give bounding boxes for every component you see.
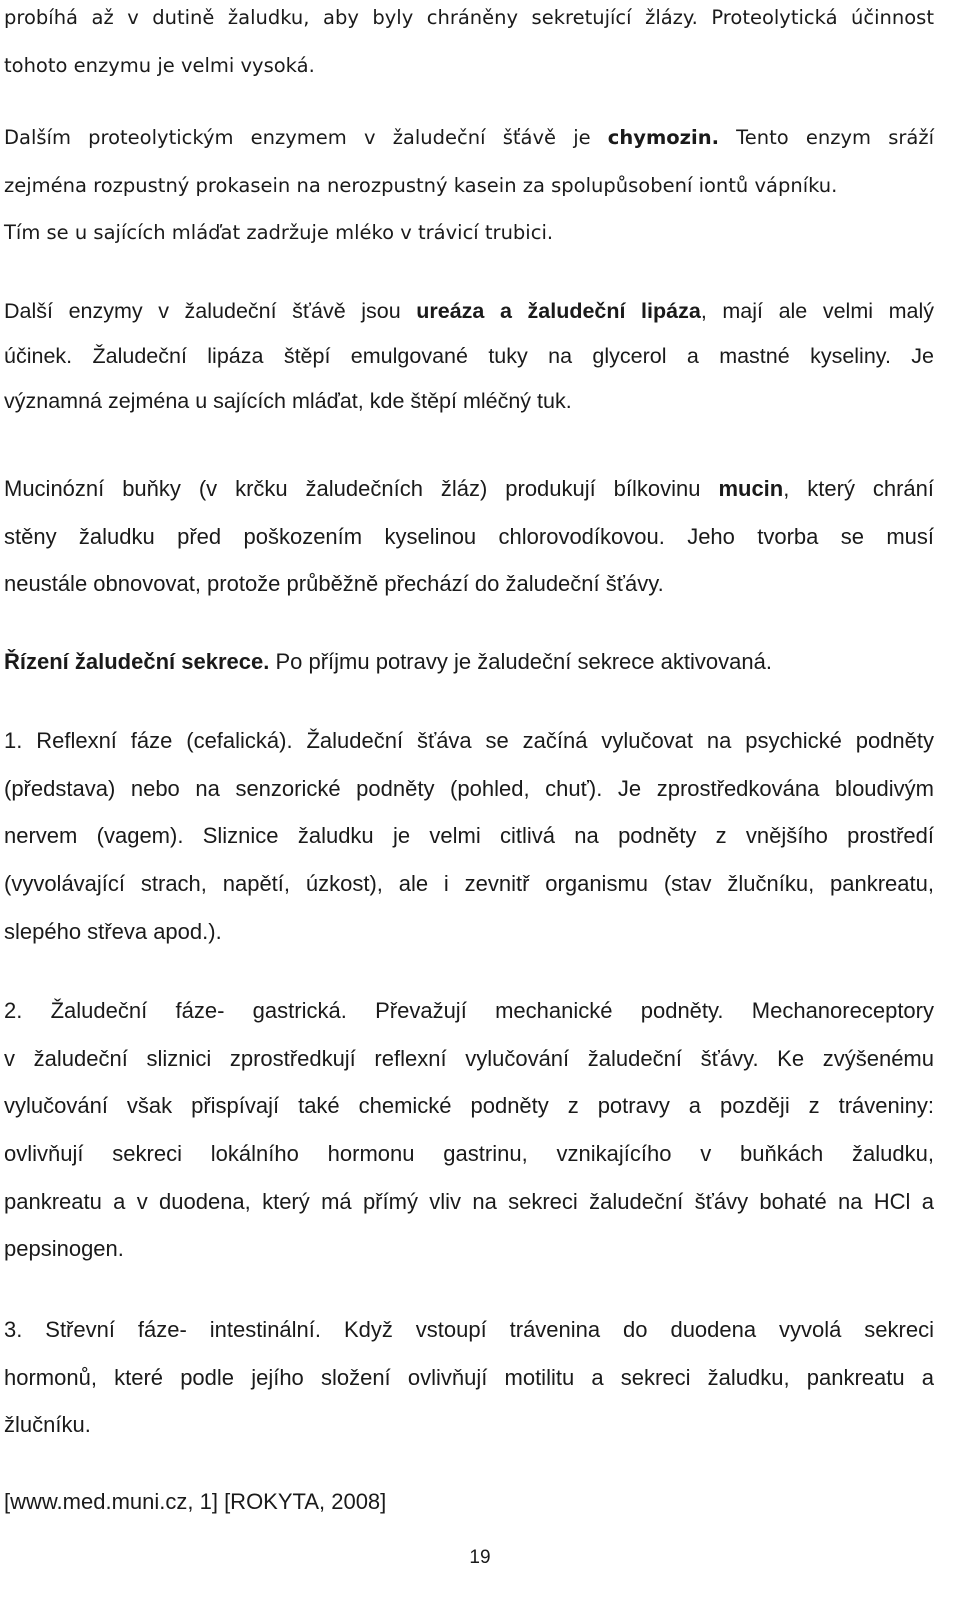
text-line: Další enzymy v žaludeční šťávě jsou ureáza a žaludeční lipáza, mají ale velmi malý bbox=[4, 299, 934, 323]
citation bbox=[4, 1478, 934, 1526]
paragraph-rizeni-sekrece bbox=[4, 638, 934, 686]
text-line: slepého střeva apod.). bbox=[4, 918, 222, 944]
heading-rizeni-sekrece: Řízení žaludeční sekrece. bbox=[4, 649, 270, 674]
text-line: účinek. Žaludeční lipáza štěpí emulgované tuky na glycerol a mastné kyseliny. Je bbox=[4, 344, 934, 368]
text-line: Dalším proteolytickým enzymem v žaludeční šťávě je chymozin. Tento enzym sráží bbox=[4, 126, 934, 149]
term-mucin: mucin bbox=[718, 476, 784, 501]
text-line: (vyvolávající strach, napětí, úzkost), ale i zevnitř organismu (stav žlučníku, pankreatu, bbox=[4, 871, 934, 897]
text-line: ovlivňují sekreci lokálního hormonu gastrinu, vznikajícího v buňkách žaludku, bbox=[4, 1141, 934, 1167]
text-line: (představa) nebo na senzorické podněty (pohled, chuť). Je zprostředkována bloudivým bbox=[4, 775, 934, 801]
term-ureaza-lipaza: ureáza a žaludeční lipáza bbox=[416, 299, 701, 323]
text-line: stěny žaludku před poškozením kyselinou chlorovodíkovou. Jeho tvorba se musí bbox=[4, 523, 934, 549]
text-line: 3. Střevní fáze- intestinální. Když vstoupí trávenina do duodena vyvolá sekreci bbox=[4, 1317, 934, 1342]
text-line: Řízení žaludeční sekrece. Po příjmu potravy je žaludeční sekrece aktivovaná. bbox=[4, 649, 772, 674]
citation-text: [www.med.muni.cz, 1] [ROKYTA, 2008] bbox=[4, 1489, 387, 1514]
text-line: Tím se u sajících mláďat zadržuje mléko v trávicí trubici. bbox=[4, 221, 554, 244]
text-line: tohoto enzymu je velmi vysoká. bbox=[4, 53, 315, 77]
text-line: pepsinogen. bbox=[4, 1236, 124, 1262]
paragraph-chymotrypsin-end bbox=[4, 0, 934, 89]
text-line: v žaludeční sliznici zprostředkují reflexní vylučování žaludeční šťávy. Ke zvýšenému bbox=[4, 1045, 934, 1071]
text-line: nervem (vagem). Sliznice žaludku je velmi citlivá na podněty z vnějšího prostředí bbox=[4, 823, 934, 849]
text-line: významná zejména u sajících mláďat, kde štěpí mléčný tuk. bbox=[4, 389, 572, 413]
text-line: 1. Reflexní fáze (cefalická). Žaludeční šťáva se začíná vylučovat na psychické podněty bbox=[4, 728, 934, 753]
text-line: Mucinózní buňky (v krčku žaludečních žláz) produkují bílkovinu mucin, který chrání bbox=[4, 476, 935, 501]
paragraph-chymozin bbox=[4, 114, 934, 257]
paragraph-zaludecni-faze bbox=[4, 987, 934, 1273]
paragraph-reflexni-faze bbox=[4, 717, 934, 955]
text-line: vylučování však přispívají také chemické podněty z potravy a později z tráveniny: bbox=[4, 1093, 934, 1119]
page-number: 19 bbox=[469, 1547, 491, 1568]
text-line: 2. Žaludeční fáze- gastrická. Převažují mechanické podněty. Mechanoreceptory bbox=[4, 998, 934, 1023]
term-chymozin: chymozin. bbox=[607, 126, 719, 149]
text-line: pankreatu a v duodena, který má přímý vliv na sekreci žaludeční šťávy bohaté na HCl a bbox=[4, 1188, 934, 1214]
text-line: žlučníku. bbox=[4, 1412, 91, 1438]
text-line: hormonů, které podle jejího složení ovlivňují motilitu a sekreci žaludku, pankreatu a bbox=[4, 1364, 934, 1390]
paragraph-ureaza-lipaza bbox=[4, 289, 934, 424]
paragraph-mucin bbox=[4, 465, 934, 608]
text-line: probíhá až v dutině žaludku, aby byly chráněny sekretující žlázy. Proteolytická účinnost bbox=[4, 6, 934, 29]
text-line: zejména rozpustný prokasein na nerozpustný kasein za spolupůsobení iontů vápníku. bbox=[4, 173, 838, 197]
text-line: neustále obnovovat, protože průběžně přechází do žaludeční šťávy. bbox=[4, 571, 664, 597]
paragraph-strevni-faze bbox=[4, 1306, 934, 1449]
